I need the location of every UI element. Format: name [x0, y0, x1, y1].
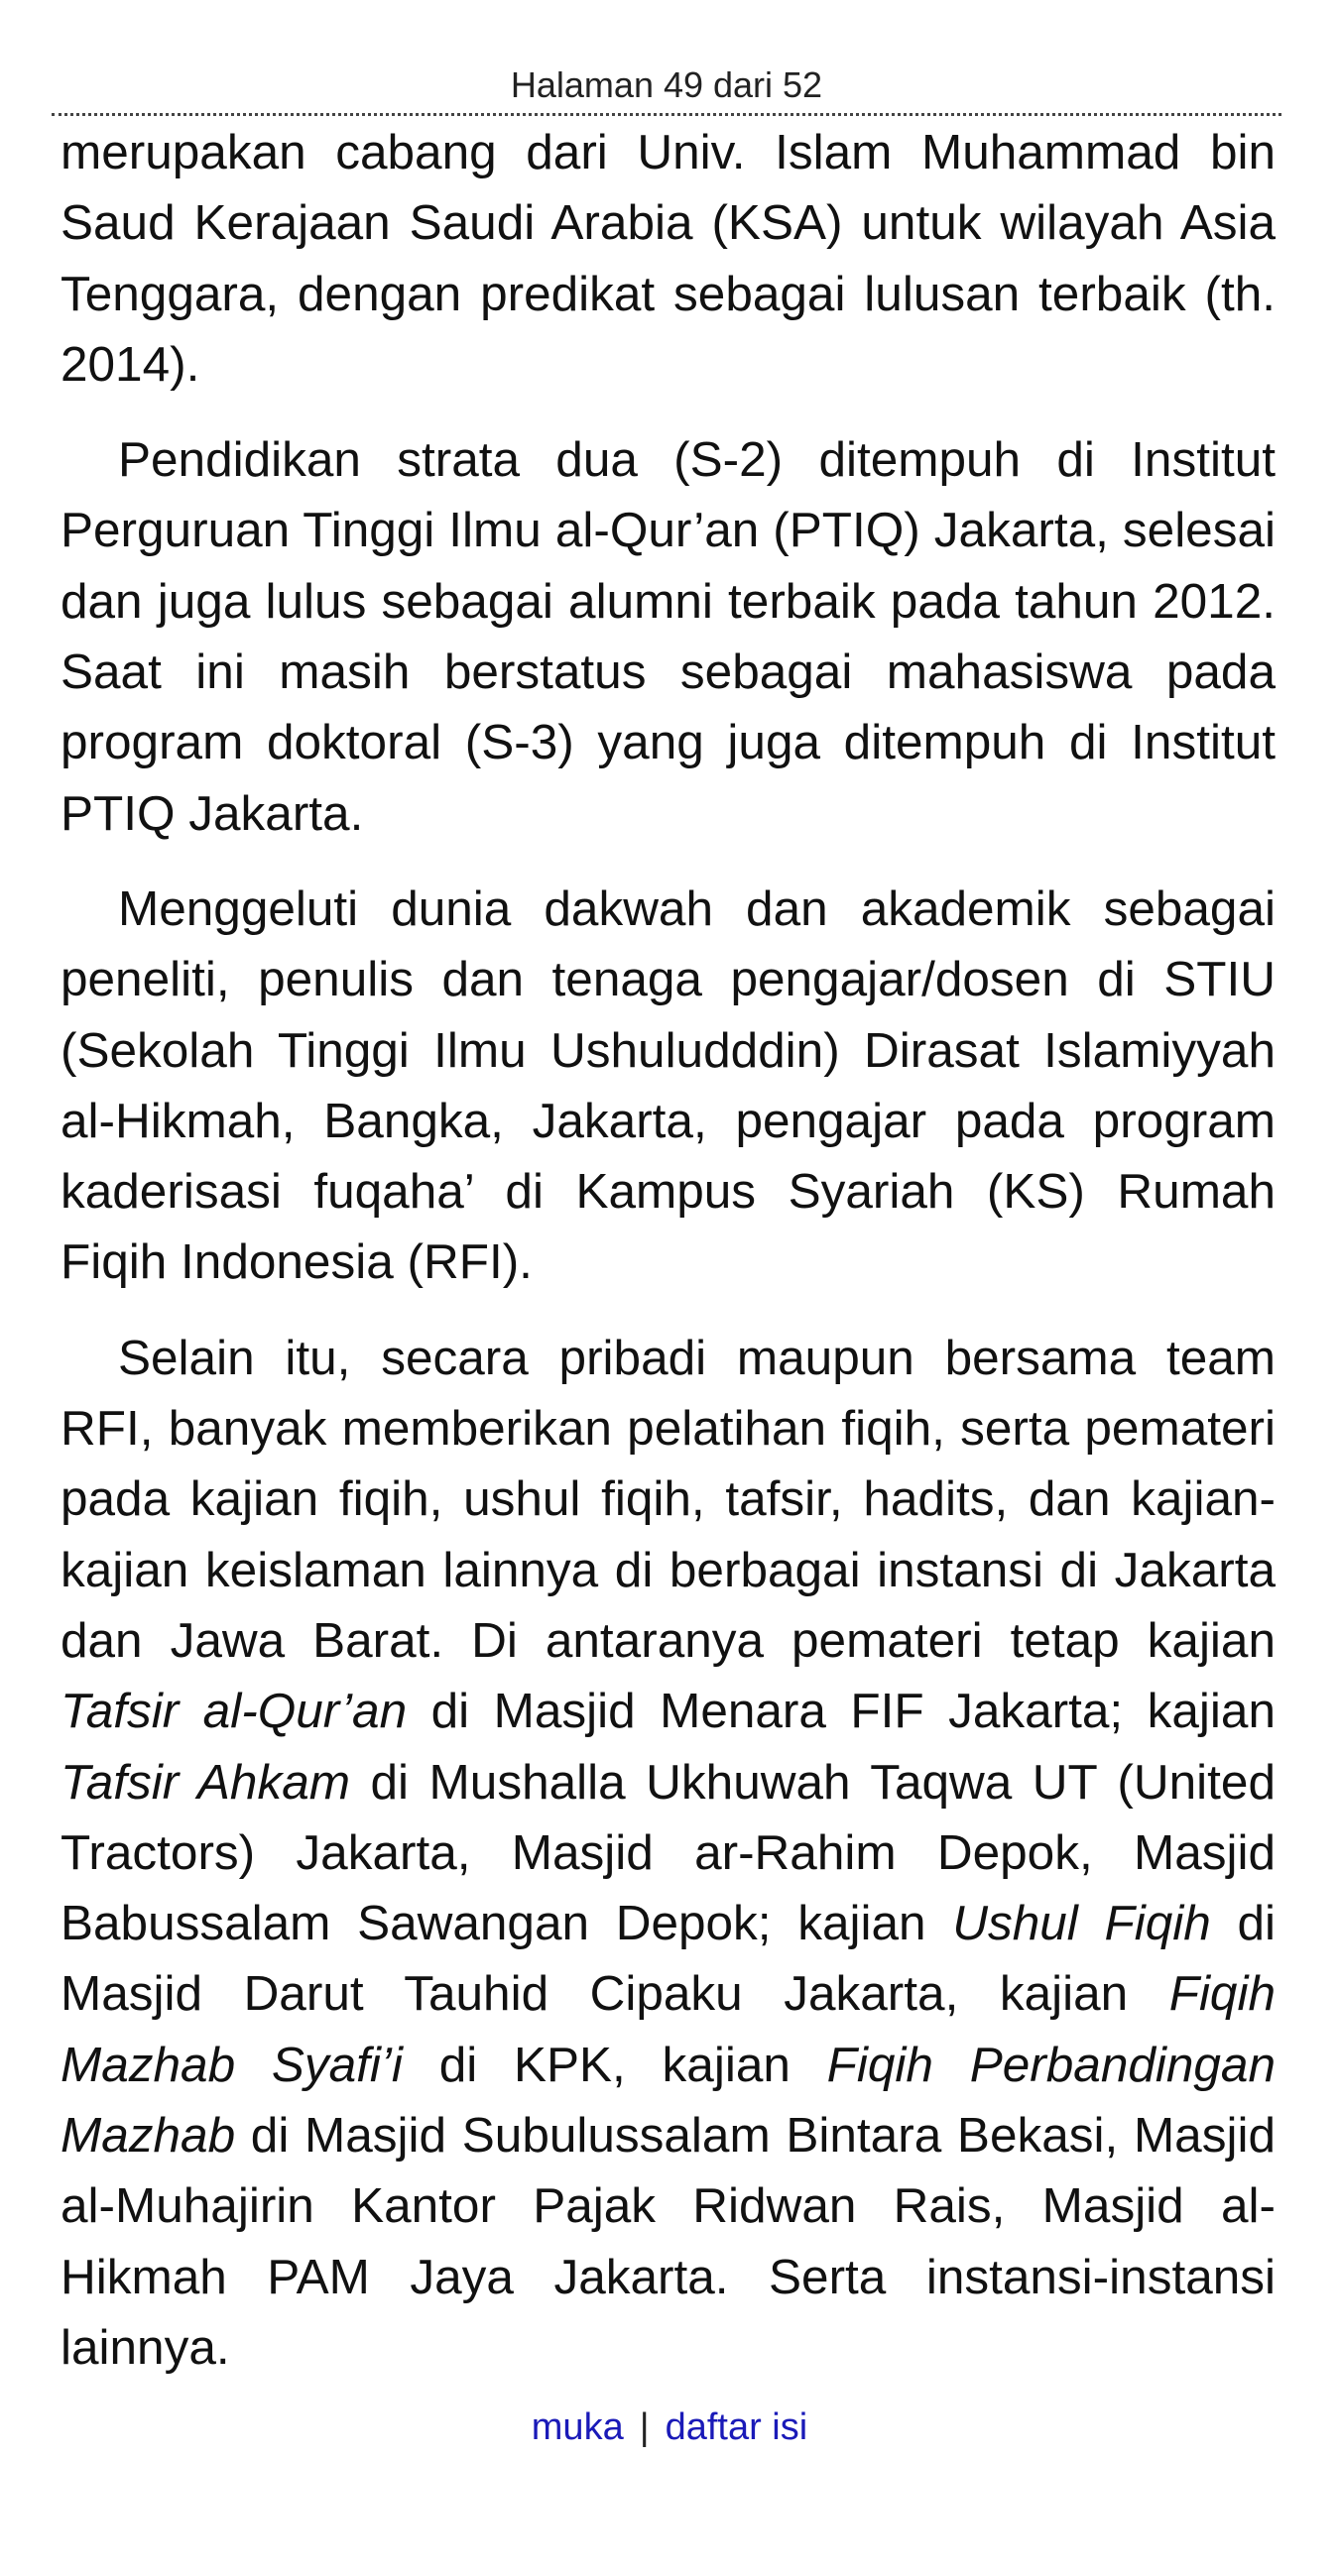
nav-separator: |	[639, 2406, 650, 2448]
italic-term-ushul-fiqih: Ushul Fiqih	[952, 1896, 1211, 1951]
paragraph-4-text: di Masjid Darut Tauhid Cipaku Jakarta, kajian	[61, 1896, 1276, 2022]
paragraph-4-text: di KPK, kajian	[402, 2037, 827, 2092]
italic-term-tafsir-al-quran: Tafsir al-Qur’an	[61, 1684, 408, 1739]
italic-term-fiqih-perbandingan-mazhab: Fiqih Perbandingan Mazhab	[61, 2037, 1276, 2164]
paragraph-4-text: Selain itu, secara pribadi maupun bersama team RFI, banyak memberikan pelatihan fiqih, serta pemateri pada kajian fiqih, ushul fiqih, tafsir, hadits, dan kajian-kajian keislaman lainnya di berbagai instansi di Jakarta dan Jawa Barat. Di antaranya pemateri tetap kajian	[61, 1330, 1276, 1668]
paragraph-1: merupakan cabang dari Univ. Islam Muhammad bin Saud Kerajaan Saudi Arabia (KSA) untuk wilayah Asia Tenggara, dengan predikat sebagai lulusan terbaik (th. 2014).	[61, 125, 1276, 392]
footer-navigation	[0, 2400, 1339, 2455]
page-header	[52, 58, 1281, 116]
paragraph-3: Menggeluti dunia dakwah dan akademik sebagai peneliti, penulis dan tenaga pengajar/dosen di STIU (Sekolah Tinggi Ilmu Ushuludddin) Dirasat Islamiyyah al-Hikmah, Bangka, Jakarta, pengajar pada program kaderisasi fuqaha’ di Kampus Syariah (KS) Rumah Fiqih Indonesia (RFI).	[61, 880, 1276, 1290]
page-number-label: Halaman 49 dari 52	[510, 64, 823, 105]
paragraph-4-text: di Masjid Subulussalam Bintara Bekasi, Masjid al-Muhajirin Kantor Pajak Ridwan Rais, Masjid al-Hikmah PAM Jaya Jakarta. Serta instansi-instansi lainnya.	[61, 2108, 1276, 2375]
italic-term-fiqih-mazhab-syafii: Fiqih Mazhab Syafi’i	[61, 1966, 1276, 2092]
home-link[interactable]: muka	[531, 2406, 624, 2448]
paragraph-4	[61, 1323, 1276, 2383]
italic-term-tafsir-ahkam: Tafsir Ahkam	[61, 1754, 350, 1810]
table-of-contents-link[interactable]: daftar isi	[665, 2406, 808, 2448]
paragraph-4-text: di Masjid Menara FIF Jakarta; kajian	[407, 1684, 1276, 1739]
document-body	[61, 117, 1276, 2407]
paragraph-4-text: di Mushalla Ukhuwah Taqwa UT (United Tractors) Jakarta, Masjid ar-Rahim Depok, Masjid Babussalam Sawangan Depok; kajian	[61, 1754, 1276, 1951]
paragraph-2: Pendidikan strata dua (S-2) ditempuh di Institut Perguruan Tinggi Ilmu al-Qur’an (PTIQ) Jakarta, selesai dan juga lulus sebagai alumni terbaik pada tahun 2012. Saat ini masih berstatus sebagai mahasiswa pada program doktoral (S-3) yang juga ditempuh di Institut PTIQ Jakarta.	[61, 432, 1276, 841]
